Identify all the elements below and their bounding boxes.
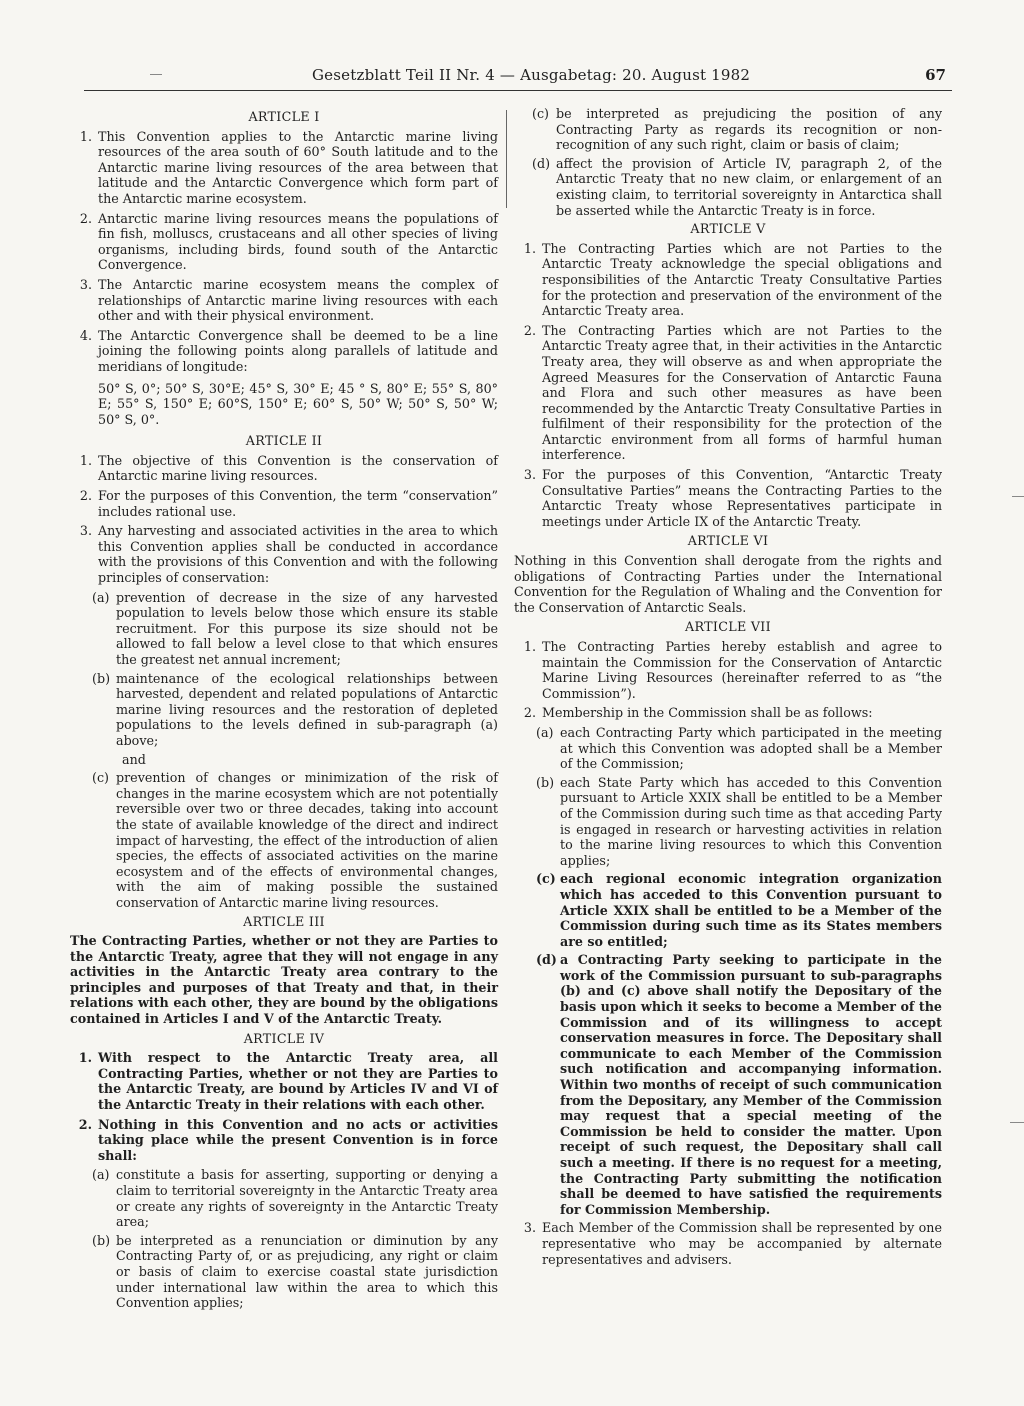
paragraph-number: 2.: [79, 488, 92, 504]
scan-mark: [150, 74, 162, 75]
left-column: [70, 106, 498, 1314]
paragraph: [70, 523, 498, 585]
scan-mark: [1010, 1122, 1024, 1123]
subparagraph-text: maintenance of the ecological relationships between harvested, dependent and related populations of Antarctic marine living resources and the restoration of depleted populations to the levels defined in sub-paragraph (a) above;: [116, 670, 498, 748]
paragraph: [514, 323, 942, 463]
paragraph: [514, 1220, 942, 1267]
subparagraph-text: be interpreted as prejudicing the position of any Contracting Party as regards its recognition or non-recognition of any such right, claim or basis of claim;: [556, 106, 942, 153]
paragraph: [70, 129, 498, 207]
subparagraph-label: (d): [536, 952, 557, 968]
paragraph-number: 1.: [79, 452, 92, 468]
subparagraph-label: (a): [92, 1167, 110, 1183]
paragraph: [514, 241, 942, 319]
paragraph-text: The objective of this Convention is the conservation of Antarctic marine living resources.: [98, 452, 498, 484]
subparagraph-label: (b): [536, 774, 555, 790]
paragraph-text: Nothing in this Convention and no acts or activities taking place while the present Convention is in force shall:: [98, 1116, 498, 1163]
subparagraph-label: (c): [532, 106, 550, 121]
paragraph-text: Antarctic marine living resources means the populations of fin fish, molluscs, crustaceans and all other species of living organisms, including birds, found south of the Antarctic Convergence.: [98, 210, 498, 273]
subparagraph: [536, 725, 942, 772]
paragraph-text: Any harvesting and associated activities in the area to which this Convention applies shall be conducted in accordance with the provisions of this Convention and with the following principles of conservation:: [98, 523, 498, 586]
article-heading: ARTICLE II: [245, 433, 323, 449]
subparagraph: [536, 775, 942, 869]
article-text: Nothing in this Convention shall derogate from the rights and obligations of Contracting Parties under the International Convention for the Regulation of Whaling and the Convention for the Conservation of Antarctic Seals.: [514, 553, 942, 615]
article-heading: ARTICLE I: [248, 109, 320, 124]
paragraph-number: 2.: [79, 210, 92, 226]
subparagraph: [92, 1233, 498, 1311]
paragraph: [70, 1117, 498, 1164]
subparagraph: [92, 1167, 498, 1229]
paragraph-text: Membership in the Commission shall be as follows:: [542, 705, 873, 721]
article-heading: ARTICLE VI: [687, 533, 769, 549]
paragraph-text: The Contracting Parties which are not Parties to the Antarctic Treaty agree that, in their activities in the Antarctic Treaty area, they will observe as and when appropriate the Agreed Measures for the Conservation of Antarctic Fauna and Flora and such other measures as have been recommended by the Antarctic Treaty Consultative Parties in fulfilment of their responsibility for the protection of the Antarctic environment from all forms of harmful human interference.: [542, 322, 942, 463]
paragraph: [70, 453, 498, 484]
subparagraph: [532, 106, 942, 153]
subparagraph-label: (a): [536, 724, 554, 740]
header-title: Gesetzblatt Teil II Nr. 4 — Ausgabetag: 20. August 1982: [312, 66, 751, 84]
paragraph-number: 3.: [79, 523, 92, 539]
paragraph-number: 2.: [523, 705, 536, 721]
paragraph: [70, 277, 498, 324]
subparagraph-label: (b): [92, 1232, 111, 1248]
paragraph-number: 1.: [78, 1050, 92, 1066]
paragraph-number: 3.: [523, 1220, 536, 1236]
paragraph-number: 4.: [79, 327, 92, 343]
paragraph-text: This Convention applies to the Antarctic marine living resources of the area south of 60° South latitude and to the Antarctic marine living resources of the area between that latitude and the Antarctic Convergence which form part of the Antarctic marine ecosystem.: [98, 128, 498, 206]
paragraph: [514, 705, 942, 721]
paragraph-text: The Antarctic marine ecosystem means the complex of relationships of Antarctic marine living resources with each other and with their physical environment.: [98, 276, 498, 324]
subparagraph: [532, 156, 942, 218]
paragraph-number: 1.: [79, 128, 92, 144]
paragraph-text: For the purposes of this Convention, “Antarctic Treaty Consultative Parties” means the Contracting Parties to the Antarctic Treaty whose Representatives participate in meetings under Article IX of the Antarctic Treaty.: [542, 467, 942, 529]
article-heading: ARTICLE IV: [243, 1030, 325, 1046]
right-column: [514, 106, 942, 1271]
paragraph-number: 2.: [523, 322, 536, 338]
paragraph-number: 1.: [523, 639, 536, 654]
paragraph-number: 1.: [523, 240, 536, 256]
article-text: The Contracting Parties, whether or not they are Parties to the Antarctic Treaty, agree that they will not engage in any activities in the Antarctic Treaty area contrary to the principles and purposes of that Treaty and that, in their relations with each other, they are bound by the obligations contained in Articles I and V of the Antarctic Treaty.: [70, 933, 498, 1027]
subparagraph-text: be interpreted as a renunciation or diminution by any Contracting Party of, or as prejudicing, any right or claim or basis of claim to exercise coastal state jurisdiction under international law within the area to which this Convention applies;: [116, 1232, 498, 1311]
subparagraph-label: (d): [532, 155, 551, 171]
column-divider: [506, 110, 507, 208]
paragraph-text: The Antarctic Convergence shall be deemed to be a line joining the following points along parallels of latitude and meridians of longitude:: [98, 327, 498, 374]
paragraph-text: For the purposes of this Convention, the term “conservation” includes rational use.: [98, 488, 498, 519]
paragraph-number: 3.: [523, 467, 536, 483]
article-heading: ARTICLE III: [243, 913, 325, 929]
paragraph: [514, 467, 942, 529]
subparagraph: [92, 770, 498, 910]
subparagraph-text: prevention of decrease in the size of any harvested population to levels below those which ensure its stable recruitment. For this purpose its size should not be allowed to fall below a level close to that which ensures the greatest net annual increment;: [116, 589, 498, 667]
paragraph-number: 3.: [79, 276, 92, 292]
paragraph-text: The Contracting Parties which are not Parties to the Antarctic Treaty acknowledge the special obligations and responsibilities of the Antarctic Treaty Consultative Parties for the protection and preservation of the environment of the Antarctic Treaty area.: [542, 240, 942, 319]
scan-mark: [1012, 496, 1024, 497]
paragraph: [70, 211, 498, 273]
page-header: [84, 66, 952, 91]
subparagraph-text: each State Party which has acceded to this Convention pursuant to Article XXIX shall be entitled to be a Member of the Commission during such time as that acceding Party is engaged in research or harvesting activities in relation to the marine living resources to which this Convention applies;: [560, 774, 942, 868]
subparagraph-label: (c): [536, 871, 556, 887]
subparagraph-text: constitute a basis for asserting, supporting or denying a claim to territorial sovereignty in the Antarctic Treaty area or create any rights of sovereignty in the Antarctic Treaty area;: [116, 1167, 498, 1230]
paragraph-number: 2.: [78, 1116, 92, 1132]
convergence-coordinates: 50° S, 0°; 50° S, 30°E; 45° S, 30° E; 45 ° S, 80° E; 55° S, 80° E; 55° S, 150° E; 60°S, 150° E; 60° S, 50° W; 50° S, 50° W; 50° S, 0°.: [98, 380, 498, 427]
paragraph-text: Each Member of the Commission shall be represented by one representative who may be accompanied by alternate representatives and advisers.: [542, 1220, 942, 1267]
paragraph: [514, 639, 942, 701]
page-number: 67: [925, 66, 946, 84]
paragraph: [70, 488, 498, 519]
subparagraph-text: each regional economic integration organization which has acceded to this Convention pursuant to Article XXIX shall be entitled to be a Member of the Commission during such time as its States members are so entitled;: [560, 871, 942, 949]
subparagraph-label: (b): [92, 670, 111, 686]
article-heading: ARTICLE V: [690, 221, 766, 237]
paragraph: [70, 1050, 498, 1112]
subparagraph: [536, 871, 942, 949]
subparagraph-text: affect the provision of Article IV, paragraph 2, of the Antarctic Treaty that no new claim, or enlargement of an existing claim, to territorial sovereignty in Antarctica shall be asserted while the Antarctic Treaty is in force.: [556, 155, 942, 218]
paragraph-text: The Contracting Parties hereby establish and agree to maintain the Commission for the Conservation of Antarctic Marine Living Resources (hereinafter referred to as “the Commission”).: [542, 639, 942, 701]
subparagraph-text: a Contracting Party seeking to participate in the work of the Commission pursuant to sub-paragraphs (b) and (c) above shall notify the Depositary of the basis upon which it seeks to become a Member of the Commission and of its willingness to accept conservation measures in force. The Depositary shall communicate to each Member of the Commission such notification and accompanying information. Within two months of receipt of such communication from the Depositary, any Member of the Commission may request that a special meeting of the Commission be held to consider the matter. Upon receipt of such request, the Depositary shall call such a meeting. If there is no request for a meeting, the Contracting Party submitting the notification shall be deemed to have satisfied the requirements for Commission Membership.: [560, 952, 942, 1217]
paragraph-text: With respect to the Antarctic Treaty area, all Contracting Parties, whether or not they are Parties to the Antarctic Treaty, are bound by Articles IV and VI of the Antarctic Treaty in their relations with each other.: [98, 1050, 498, 1113]
subparagraph-label: (a): [92, 589, 110, 605]
paragraph: [70, 328, 498, 375]
subparagraph-text: each Contracting Party which participated in the meeting at which this Convention was adopted shall be a Member of the Commission;: [560, 724, 942, 772]
subparagraph: [92, 590, 498, 668]
article-heading: ARTICLE VII: [685, 619, 771, 635]
conjunction: and: [122, 751, 146, 767]
subparagraph: [536, 952, 942, 1217]
subparagraph-text: prevention of changes or minimization of the risk of changes in the marine ecosystem which are not potentially reversible over two or three decades, taking into account the state of available knowledge of the direct and indirect impact of harvesting, the effect of the introduction of alien species, the effects of associated activities on the marine ecosystem and of the effects of environmental changes, with the aim of making possible the sustained conservation of Antarctic marine living resources.: [116, 770, 498, 910]
subparagraph-label: (c): [92, 770, 110, 786]
subparagraph: [92, 671, 498, 749]
